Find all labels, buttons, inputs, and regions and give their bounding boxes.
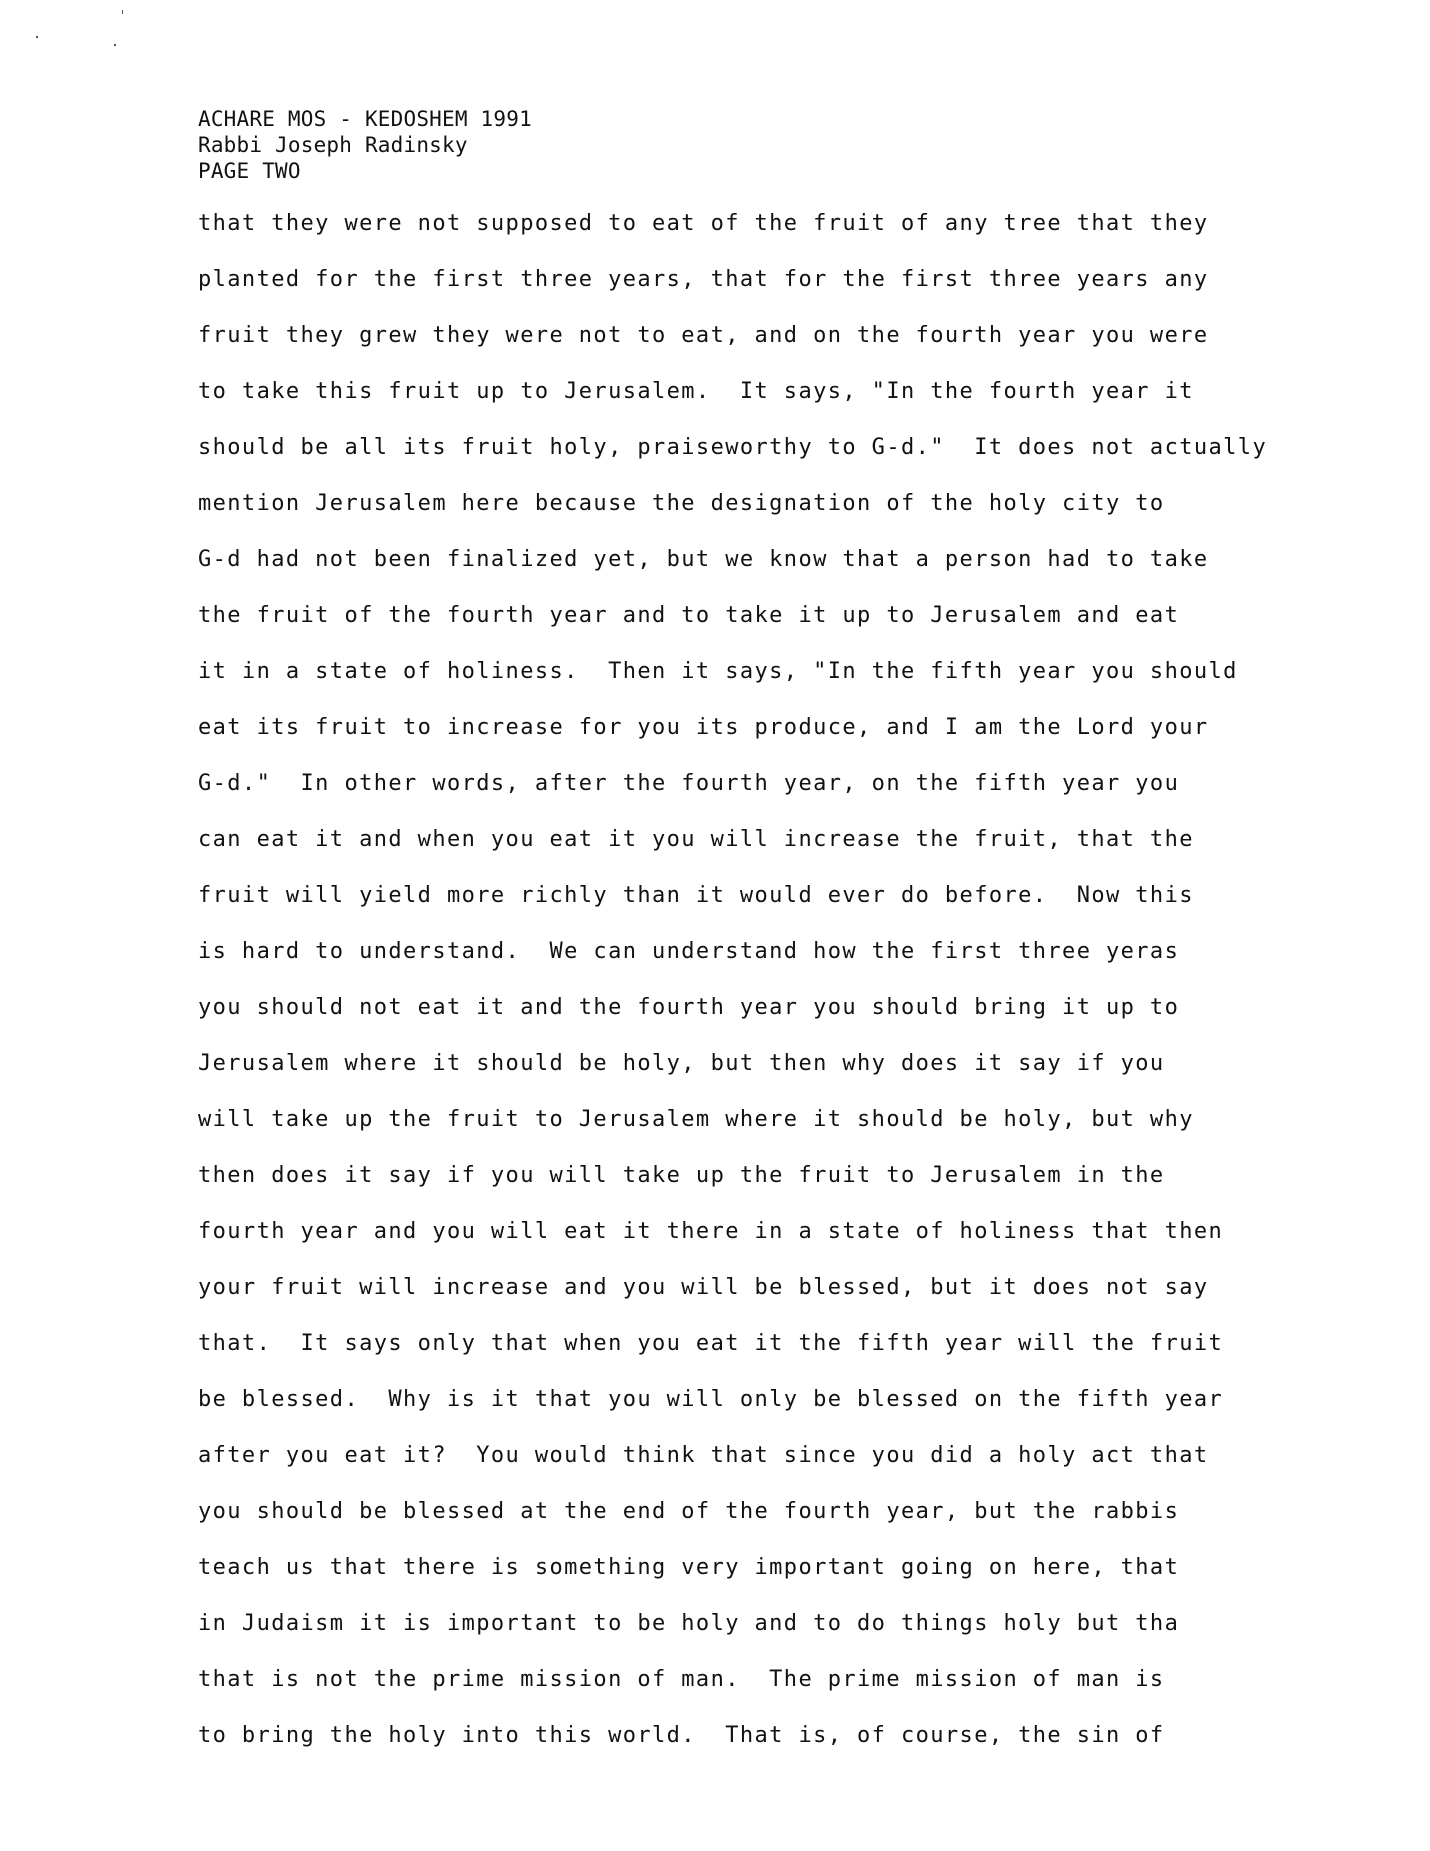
body-line: the fruit of the fourth year and to take it up to Jerusalem and eat bbox=[198, 603, 1180, 628]
body-line: can eat it and when you eat it you will increase the fruit, that the bbox=[198, 827, 1194, 852]
document-body bbox=[198, 210, 1267, 1778]
body-line: planted for the first three years, that for the first three years any bbox=[198, 267, 1209, 292]
body-line: G-d." In other words, after the fourth year, on the fifth year you bbox=[198, 771, 1180, 796]
body-line: after you eat it? You would think that since you did a holy act that bbox=[198, 1443, 1209, 1468]
body-line: you should be blessed at the end of the fourth year, but the rabbis bbox=[198, 1499, 1180, 1524]
body-line: will take up the fruit to Jerusalem where it should be holy, but why bbox=[198, 1107, 1194, 1132]
body-line: that they were not supposed to eat of the fruit of any tree that they bbox=[198, 211, 1209, 236]
body-line: to bring the holy into this world. That is, of course, the sin of bbox=[198, 1723, 1165, 1748]
body-line: G-d had not been finalized yet, but we know that a person had to take bbox=[198, 547, 1209, 572]
body-line: eat its fruit to increase for you its produce, and I am the Lord your bbox=[198, 715, 1209, 740]
scan-speck bbox=[114, 44, 116, 46]
body-line: teach us that there is something very important going on here, that bbox=[198, 1555, 1180, 1580]
body-line: that. It says only that when you eat it the fifth year will the fruit bbox=[198, 1331, 1224, 1356]
body-line: fruit they grew they were not to eat, and on the fourth year you were bbox=[198, 323, 1209, 348]
body-line: is hard to understand. We can understand how the first three yeras bbox=[198, 939, 1180, 964]
header-author: Rabbi Joseph Radinsky bbox=[198, 133, 468, 157]
scan-speck bbox=[122, 10, 123, 14]
body-line: mention Jerusalem here because the designation of the holy city to bbox=[198, 491, 1165, 516]
header-title: ACHARE MOS - KEDOSHEM 1991 bbox=[198, 107, 532, 131]
body-line: it in a state of holiness. Then it says, "In the fifth year you should bbox=[198, 659, 1238, 684]
scan-speck bbox=[36, 36, 38, 38]
body-line: in Judaism it is important to be holy and to do things holy but tha bbox=[198, 1611, 1180, 1636]
body-line: that is not the prime mission of man. The prime mission of man is bbox=[198, 1667, 1165, 1692]
body-line: should be all its fruit holy, praiseworthy to G-d." It does not actually bbox=[198, 435, 1268, 460]
document-header bbox=[198, 106, 532, 184]
body-line: be blessed. Why is it that you will only be blessed on the fifth year bbox=[198, 1387, 1224, 1412]
body-line: you should not eat it and the fourth year you should bring it up to bbox=[198, 995, 1180, 1020]
body-line: your fruit will increase and you will be blessed, but it does not say bbox=[198, 1275, 1209, 1300]
body-line: fourth year and you will eat it there in a state of holiness that then bbox=[198, 1219, 1224, 1244]
body-line: then does it say if you will take up the fruit to Jerusalem in the bbox=[198, 1163, 1165, 1188]
body-line: to take this fruit up to Jerusalem. It says, "In the fourth year it bbox=[198, 379, 1194, 404]
body-line: fruit will yield more richly than it would ever do before. Now this bbox=[198, 883, 1194, 908]
body-line: Jerusalem where it should be holy, but then why does it say if you bbox=[198, 1051, 1165, 1076]
header-page-label: PAGE TWO bbox=[198, 159, 301, 183]
